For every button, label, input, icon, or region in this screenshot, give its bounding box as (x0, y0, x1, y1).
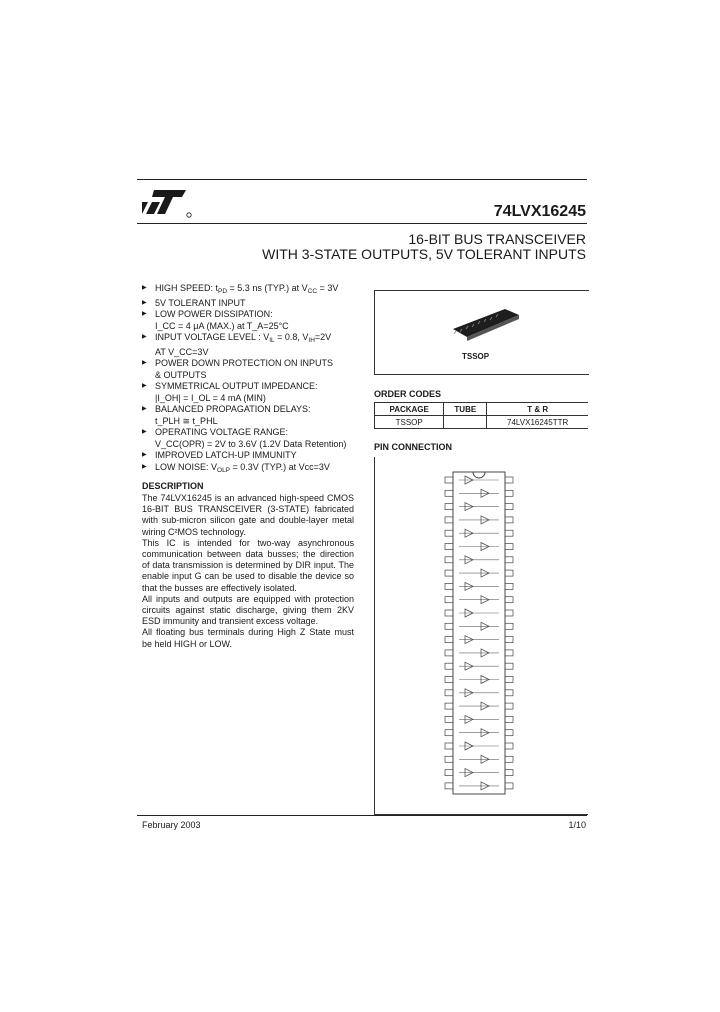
pin-pad (505, 490, 513, 496)
table-cell: TSSOP (375, 416, 444, 429)
description-heading: DESCRIPTION (142, 481, 204, 491)
pin-pad (445, 770, 453, 776)
pin-pad (505, 756, 513, 762)
pin-pad (505, 557, 513, 563)
pin-pad (445, 530, 453, 536)
pin-pad (505, 517, 513, 523)
description-paragraph: All floating bus terminals during High Z State must be held HIGH or LOW. (142, 627, 354, 649)
table-cell (444, 416, 487, 429)
column-header: TUBE (444, 403, 487, 416)
title-rule (137, 223, 587, 224)
bullet-icon: ▶ (142, 299, 147, 306)
feature-text: SYMMETRICAL OUTPUT IMPEDANCE: (155, 381, 318, 391)
column-header: PACKAGE (375, 403, 444, 416)
feature-item (142, 450, 357, 462)
pin-pad (505, 770, 513, 776)
pin-pad (445, 637, 453, 643)
pin-pad (445, 490, 453, 496)
pin-connection-heading: PIN CONNECTION (374, 442, 453, 452)
feature-item (142, 358, 357, 381)
pin-pad (505, 730, 513, 736)
feature-continuation: AT V_CC=3V (155, 346, 209, 357)
bullet-icon: ▶ (142, 383, 147, 389)
feature-continuation: V_CC(OPR) = 2V to 3.6V (1.2V Data Retention) (155, 438, 347, 449)
pin-pad (445, 663, 453, 669)
feature-continuation: & OUTPUTS (155, 369, 207, 380)
pin-pad (505, 570, 513, 576)
pin-pad (505, 610, 513, 616)
feature-item (142, 283, 357, 298)
feature-continuation: |I_OH| = I_OL = 4 mA (MIN) (155, 392, 266, 403)
pin-pad (505, 650, 513, 656)
pin-pad (505, 677, 513, 683)
column-header: T & R (487, 403, 588, 416)
order-codes-heading: ORDER CODES (374, 389, 442, 399)
feature-continuation: t_PLH ≅ t_PHL (155, 415, 218, 426)
feature-text: POWER DOWN PROTECTION ON INPUTS (155, 358, 334, 368)
feature-text: INPUT VOLTAGE LEVEL : $V_{IL} = 0.8$, $V_{IH}=2V$ (155, 332, 332, 344)
pin-pad (445, 544, 453, 550)
feature-text: IMPROVED LATCH-UP IMMUNITY (155, 450, 297, 460)
feature-list (142, 283, 357, 476)
pin-pad (445, 756, 453, 762)
bullet-icon: ▶ (142, 334, 147, 340)
feature-item (142, 381, 357, 404)
feature-item (142, 462, 357, 477)
pin-pad (445, 703, 453, 709)
pin-pad (445, 477, 453, 483)
bullet-icon: ▶ (142, 429, 147, 435)
pin-pad (445, 557, 453, 563)
table-row (375, 416, 589, 429)
bottom-rule (137, 815, 587, 816)
description-paragraph: The 74LVX16245 is an advanced high-speed CMOS 16-BIT BUS TRANSCEIVER (3-STATE) fabricated with sub-micron silicon gate and double-layer metal wiring C²MOS technology. (142, 493, 354, 537)
pin-pad (445, 570, 453, 576)
feature-continuation: I_CC = 4 μA (MAX.) at T_A=25°C (155, 320, 289, 331)
footer-page-number: 1/10 (568, 820, 586, 830)
pin-pad (445, 597, 453, 603)
pin-pad (445, 677, 453, 683)
order-codes-table (374, 402, 588, 429)
pin-pad (505, 597, 513, 603)
pin-pad (445, 690, 453, 696)
feature-text: BALANCED PROPAGATION DELAYS: (155, 404, 311, 414)
pin-pad (445, 623, 453, 629)
pin-pad (445, 730, 453, 736)
st-logo (140, 188, 192, 218)
pin-pad (505, 583, 513, 589)
feature-text: HIGH SPEED: $t_{PD} = 5.3$ ns (TYP.) at $V_{CC} = 3V$ (155, 283, 339, 295)
bullet-icon: ▶ (142, 285, 147, 291)
pin-pad (505, 703, 513, 709)
package-label: TSSOP (462, 352, 490, 361)
top-rule (137, 179, 587, 180)
pin-pad (505, 743, 513, 749)
description-paragraph: All inputs and outputs are equipped with protection circuits against static discharge, giving them 2KV ESD immunity and transient excess voltage. (142, 593, 354, 627)
pin-pad (505, 690, 513, 696)
table-header-row (375, 403, 589, 416)
footer-date: February 2003 (142, 820, 201, 830)
feature-text: 5V TOLERANT INPUT (155, 297, 246, 308)
description-body (142, 493, 354, 650)
tssop-chip-image (447, 303, 527, 348)
bullet-icon: ▶ (142, 311, 147, 317)
pin-pad (445, 783, 453, 789)
pin-pad (505, 663, 513, 669)
pin-connection-diagram (415, 468, 545, 808)
feature-item (142, 298, 357, 310)
bullet-icon: ▶ (142, 452, 147, 458)
pin-pad (445, 504, 453, 510)
pin-pad (505, 530, 513, 536)
pin-pad (505, 623, 513, 629)
pin-pad (505, 504, 513, 510)
pin-pad (445, 716, 453, 722)
feature-item (142, 427, 357, 450)
pin-pad (445, 743, 453, 749)
subtitle-line-1: 16-BIT BUS TRANSCEIVER (408, 231, 586, 247)
pin-pad (505, 716, 513, 722)
table-cell: 74LVX16245TTR (487, 416, 588, 429)
feature-item (142, 332, 357, 358)
feature-item (142, 309, 357, 332)
feature-text: OPERATING VOLTAGE RANGE: (155, 427, 289, 437)
feature-item (142, 404, 357, 427)
pin-pad (445, 650, 453, 656)
bullet-icon: ▶ (142, 406, 147, 412)
feature-text: LOW NOISE: $V_{OLP} = 0.3V$ (TYP.) at Vcc=3V (155, 461, 330, 474)
pin-pad (445, 517, 453, 523)
bullet-icon: ▶ (142, 360, 147, 366)
bullet-icon: ▶ (142, 463, 147, 470)
pin-pad (505, 544, 513, 550)
part-number: 74LVX16245 (493, 203, 586, 220)
package-image-box (374, 290, 589, 375)
feature-text: LOW POWER DISSIPATION: (155, 309, 273, 319)
pin-pad (505, 783, 513, 789)
subtitle-line-2: WITH 3-STATE OUTPUTS, 5V TOLERANT INPUTS (262, 246, 586, 262)
description-paragraph: This IC is intended for two-way asynchronous communication between data busses; the direction of data transmission is determined by DIR input. The enable input G can be used to disable the device so that the busses are effectively isolated. (142, 537, 354, 593)
pin-pad (445, 610, 453, 616)
pin-pad (505, 637, 513, 643)
pin-pad (445, 583, 453, 589)
pin-pad (505, 477, 513, 483)
